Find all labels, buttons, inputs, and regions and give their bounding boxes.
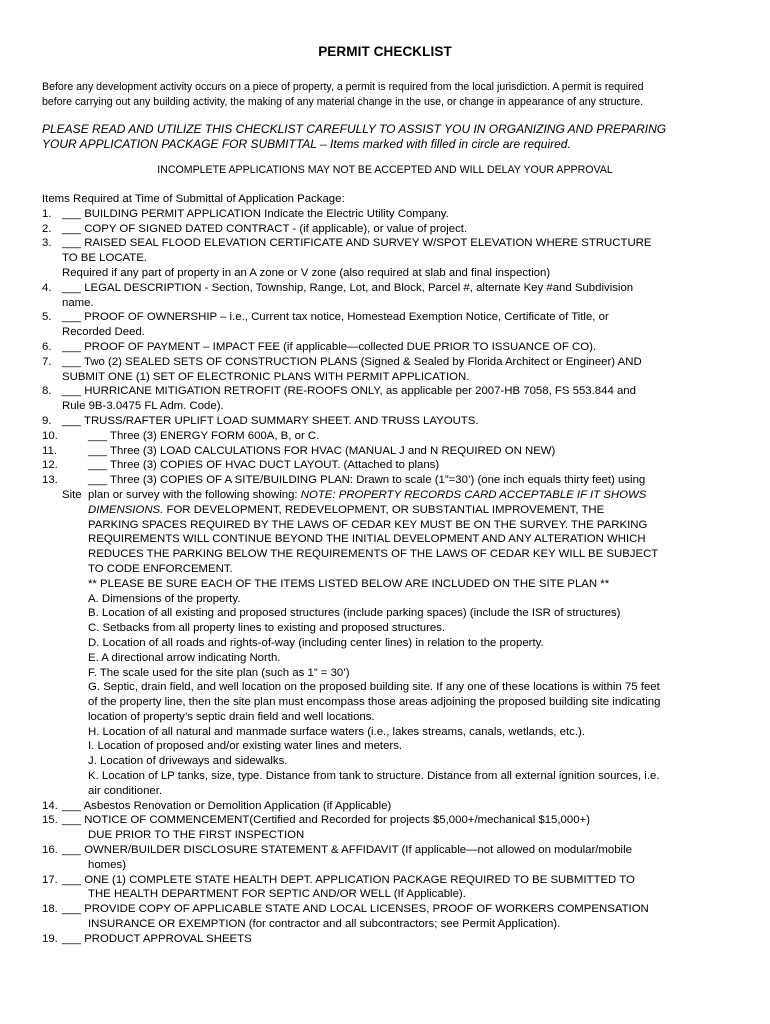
checklist-item-15 <box>42 813 732 828</box>
checklist-item-9 <box>42 414 732 429</box>
checklist-item-18 <box>42 902 732 917</box>
item-text: BUILDING PERMIT APPLICATION Indicate the Electric Utility Company. <box>84 207 449 220</box>
checklist-item-12 <box>42 458 732 473</box>
item-number: 14. <box>42 799 58 812</box>
item-number: 13. <box>42 474 58 487</box>
checklist-item-3 <box>42 236 732 251</box>
checklist-item-5 <box>42 310 732 325</box>
checkbox-blank[interactable]: ___ <box>88 429 108 442</box>
checklist-item-4 <box>42 281 732 296</box>
item-text: RAISED SEAL FLOOD ELEVATION CERTIFICATE AND SURVEY W/SPOT ELEVATION WHERE STRUCTURE <box>84 237 652 250</box>
item-8-continuation: Rule 9B-3.0475 FL Adm. Code). <box>62 400 224 413</box>
checklist <box>42 192 732 947</box>
intro-line-2: before carrying out any building activity, the making of any material change in the use, or change in appearance of any structure. <box>42 95 644 108</box>
item-text: Two (2) SEALED SETS OF CONSTRUCTION PLANS (Signed & Sealed by Florida Architect or Engineer) AND <box>83 355 642 368</box>
intro-line-1: Before any development activity occurs on a piece of property, a permit is required from the local jurisdiction. A permit is required <box>42 81 644 93</box>
item-13-continuation-4: REQUIREMENTS WILL CONTINUE BEYOND THE INITIAL DEVELOPMENT AND ANY ALTERATION WHICH <box>88 533 646 546</box>
item-13-continuation-1 <box>42 488 732 503</box>
checklist-item-10 <box>42 429 732 444</box>
site-plan-item-f: F. The scale used for the site plan (such as 1” = 30’) <box>88 666 350 679</box>
site-plan-item-k-cont: air conditioner. <box>88 784 163 797</box>
item-number: 2. <box>42 222 52 235</box>
checklist-item-2 <box>42 222 732 237</box>
site-plan-item-i: I. Location of proposed and/or existing water lines and meters. <box>88 740 403 753</box>
checkbox-blank[interactable]: ___ <box>62 414 82 427</box>
item-number: 5. <box>42 311 52 324</box>
item-number: 4. <box>42 281 52 294</box>
item-number: 12. <box>42 459 58 472</box>
item-3-note: Required if any part of property in an A zone or V zone (also required at slab and final inspection) <box>62 266 551 279</box>
item-text: OWNER/BUILDER DISCLOSURE STATEMENT & AFFIDAVIT (If applicable—not allowed on modular/mobile <box>84 844 632 857</box>
checkbox-blank[interactable]: ___ <box>62 844 82 857</box>
checklist-item-7 <box>42 355 732 370</box>
item-13-text: plan or survey with the following showing: <box>88 488 301 501</box>
item-text: Asbestos Renovation or Demolition Application (if Applicable) <box>83 799 392 812</box>
item-text: TRUSS/RAFTER UPLIFT LOAD SUMMARY SHEET. AND TRUSS LAYOUTS. <box>83 414 479 427</box>
checklist-item-8 <box>42 384 732 399</box>
item-number: 6. <box>42 340 52 353</box>
item-text: HURRICANE MITIGATION RETROFIT (RE-ROOFS ONLY, as applicable per 2007-HB 7058, FS 553.844 and <box>84 385 636 398</box>
checklist-item-1 <box>42 207 732 222</box>
item-18-continuation: INSURANCE OR EXEMPTION (for contractor and all subcontractors; see Permit Application). <box>88 918 561 931</box>
item-text: Three (3) COPIES OF A SITE/BUILDING PLAN: Drawn to scale (1”=30’) (one inch equals thirty feet) using <box>109 474 646 487</box>
site-plan-item-h: H. Location of all natural and manmade surface waters (i.e., lakes streams, canals, wetlands, etc.). <box>88 725 585 738</box>
checklist-item-13 <box>42 473 732 488</box>
item-number: 19. <box>42 932 58 945</box>
item-text: LEGAL DESCRIPTION - Section, Township, Range, Lot, and Block, Parcel #, alternate Key #and Subdivision <box>84 281 634 294</box>
item-4-continuation: name. <box>62 296 94 309</box>
item-text: PROOF OF PAYMENT – IMPACT FEE (if applicable—collected DUE PRIOR TO ISSUANCE OF CO). <box>84 340 597 353</box>
item-13-continuation-2 <box>42 503 732 518</box>
checkbox-blank[interactable]: ___ <box>88 474 108 487</box>
item-text: COPY OF SIGNED DATED CONTRACT - (if applicable), or value of project. <box>84 222 468 235</box>
checklist-item-11 <box>42 444 732 459</box>
site-plan-item-c: C. Setbacks from all property lines to existing and proposed structures. <box>88 622 446 635</box>
checkbox-blank[interactable]: ___ <box>62 311 82 324</box>
dimensions-note: DIMENSIONS. <box>88 503 164 516</box>
checklist-item-6 <box>42 340 732 355</box>
checkbox-blank[interactable]: ___ <box>62 237 82 250</box>
item-text: PRODUCT APPROVAL SHEETS <box>84 932 252 945</box>
checkbox-blank[interactable]: ___ <box>62 340 82 353</box>
item-3-continuation: TO BE LOCATE. <box>62 252 148 265</box>
checkbox-blank[interactable]: ___ <box>62 873 82 886</box>
site-plan-item-e: E. A directional arrow indicating North. <box>88 651 281 664</box>
warning-notice: INCOMPLETE APPLICATIONS MAY NOT BE ACCEPTED AND WILL DELAY YOUR APPROVAL <box>157 164 613 176</box>
checklist-item-19 <box>42 932 732 947</box>
property-records-note: NOTE: PROPERTY RECORDS CARD ACCEPTABLE IF IT SHOWS <box>300 488 647 501</box>
page-title: PERMIT CHECKLIST <box>318 44 452 59</box>
item-number: 17. <box>42 873 58 886</box>
item-number: 8. <box>42 385 52 398</box>
checkbox-blank[interactable]: ___ <box>62 385 82 398</box>
checkbox-blank[interactable]: ___ <box>62 814 82 827</box>
item-number: 11. <box>42 444 57 457</box>
instruction-line-2: YOUR APPLICATION PACKAGE FOR SUBMITTAL – Items marked with filled in circle are required. <box>42 136 571 151</box>
site-plan-item-b: B. Location of all existing and proposed structures (include parking spaces) (include the ISR of structures) <box>88 607 621 620</box>
item-15-continuation: DUE PRIOR TO THE FIRST INSPECTION <box>88 829 305 842</box>
checkbox-blank[interactable]: ___ <box>62 207 82 220</box>
checkbox-blank[interactable]: ___ <box>62 355 82 368</box>
item-text: ONE (1) COMPLETE STATE HEALTH DEPT. APPLICATION PACKAGE REQUIRED TO BE SUBMITTED TO <box>84 873 635 886</box>
intro-paragraph <box>42 80 742 109</box>
item-number: 3. <box>42 237 52 250</box>
item-number: 7. <box>42 355 52 368</box>
checkbox-blank[interactable]: ___ <box>62 799 82 812</box>
item-13-continuation-3: PARKING SPACES REQUIRED BY THE LAWS OF CEDAR KEY MUST BE ON THE SURVEY. THE PARKING <box>88 518 648 531</box>
item-text: NOTICE OF COMMENCEMENT(Certified and Recorded for projects $5,000+/mechanical $15,000+) <box>84 814 591 827</box>
site-plan-item-k: K. Location of LP tanks, size, type. Distance from tank to structure. Distance from all external ignition sources, i.e. <box>88 770 660 783</box>
checkbox-blank[interactable]: ___ <box>88 459 108 472</box>
item-13-continuation-6: TO CODE ENFORCEMENT. <box>88 562 233 575</box>
item-16-continuation: homes) <box>88 858 126 871</box>
site-plan-item-j: J. Location of driveways and sidewalks. <box>88 755 288 768</box>
item-number: 10. <box>42 429 58 442</box>
checkbox-blank[interactable]: ___ <box>62 932 82 945</box>
item-number: 9. <box>42 414 52 427</box>
item-number: 15. <box>42 814 58 827</box>
instruction-line-1: PLEASE READ AND UTILIZE THIS CHECKLIST CAREFULLY TO ASSIST YOU IN ORGANIZING AND PREPARING <box>42 122 667 136</box>
checkbox-blank[interactable]: ___ <box>88 444 108 457</box>
checkbox-blank[interactable]: ___ <box>62 903 82 916</box>
item-text: PROVIDE COPY OF APPLICABLE STATE AND LOCAL LICENSES, PROOF OF WORKERS COMPENSATION <box>84 903 649 916</box>
item-text: Three (3) COPIES OF HVAC DUCT LAYOUT. (Attached to plans) <box>109 459 440 472</box>
checklist-heading: Items Required at Time of Submittal of Application Package: <box>42 193 345 205</box>
site-plan-item-g: G. Septic, drain field, and well location on the proposed building site. If any one of these locations is within 75 feet <box>88 681 660 694</box>
checklist-item-14 <box>42 799 732 814</box>
item-5-continuation: Recorded Deed. <box>62 326 145 339</box>
item-13-continuation-5: REDUCES THE PARKING BELOW THE REQUIREMENTS OF THE LAWS OF CEDAR KEY WILL BE SUBJECT <box>88 548 659 561</box>
item-text: Three (3) ENERGY FORM 600A, B, or C. <box>109 429 320 442</box>
checkbox-blank[interactable]: ___ <box>62 281 82 294</box>
checklist-item-17 <box>42 873 732 888</box>
site-plan-item-a: A. Dimensions of the property. <box>88 592 241 605</box>
item-7-continuation: SUBMIT ONE (1) SET OF ELECTRONIC PLANS WITH PERMIT APPLICATION. <box>62 370 470 383</box>
item-number: 16. <box>42 844 58 857</box>
site-plan-item-d: D. Location of all roads and rights-of-way (including center lines) in relation to the property. <box>88 636 544 649</box>
item-number: 1. <box>42 207 52 220</box>
instruction-paragraph <box>42 122 742 152</box>
item-13-text: FOR DEVELOPMENT, REDEVELOPMENT, OR SUBSTANTIAL IMPROVEMENT, THE <box>163 503 605 516</box>
item-text: PROOF OF OWNERSHIP – i.e., Current tax notice, Homestead Exemption Notice, Certificate of Title, or <box>84 311 609 324</box>
item-text: Three (3) LOAD CALCULATIONS FOR HVAC (MANUAL J and N REQUIRED ON NEW) <box>109 444 556 457</box>
site-plan-item-g-cont-1: of the property line, then the site plan must encompass those areas adjoining the proposed building site indicating <box>88 696 661 709</box>
site-label: Site <box>62 488 82 501</box>
site-plan-item-g-cont-2: location of property’s septic drain field and well locations. <box>88 710 375 723</box>
item-number: 18. <box>42 903 58 916</box>
site-plan-notice: ** PLEASE BE SURE EACH OF THE ITEMS LISTED BELOW ARE INCLUDED ON THE SITE PLAN ** <box>88 577 610 590</box>
checklist-item-16 <box>42 843 732 858</box>
item-17-continuation: THE HEALTH DEPARTMENT FOR SEPTIC AND/OR WELL (If Applicable). <box>88 888 466 901</box>
checkbox-blank[interactable]: ___ <box>62 222 82 235</box>
